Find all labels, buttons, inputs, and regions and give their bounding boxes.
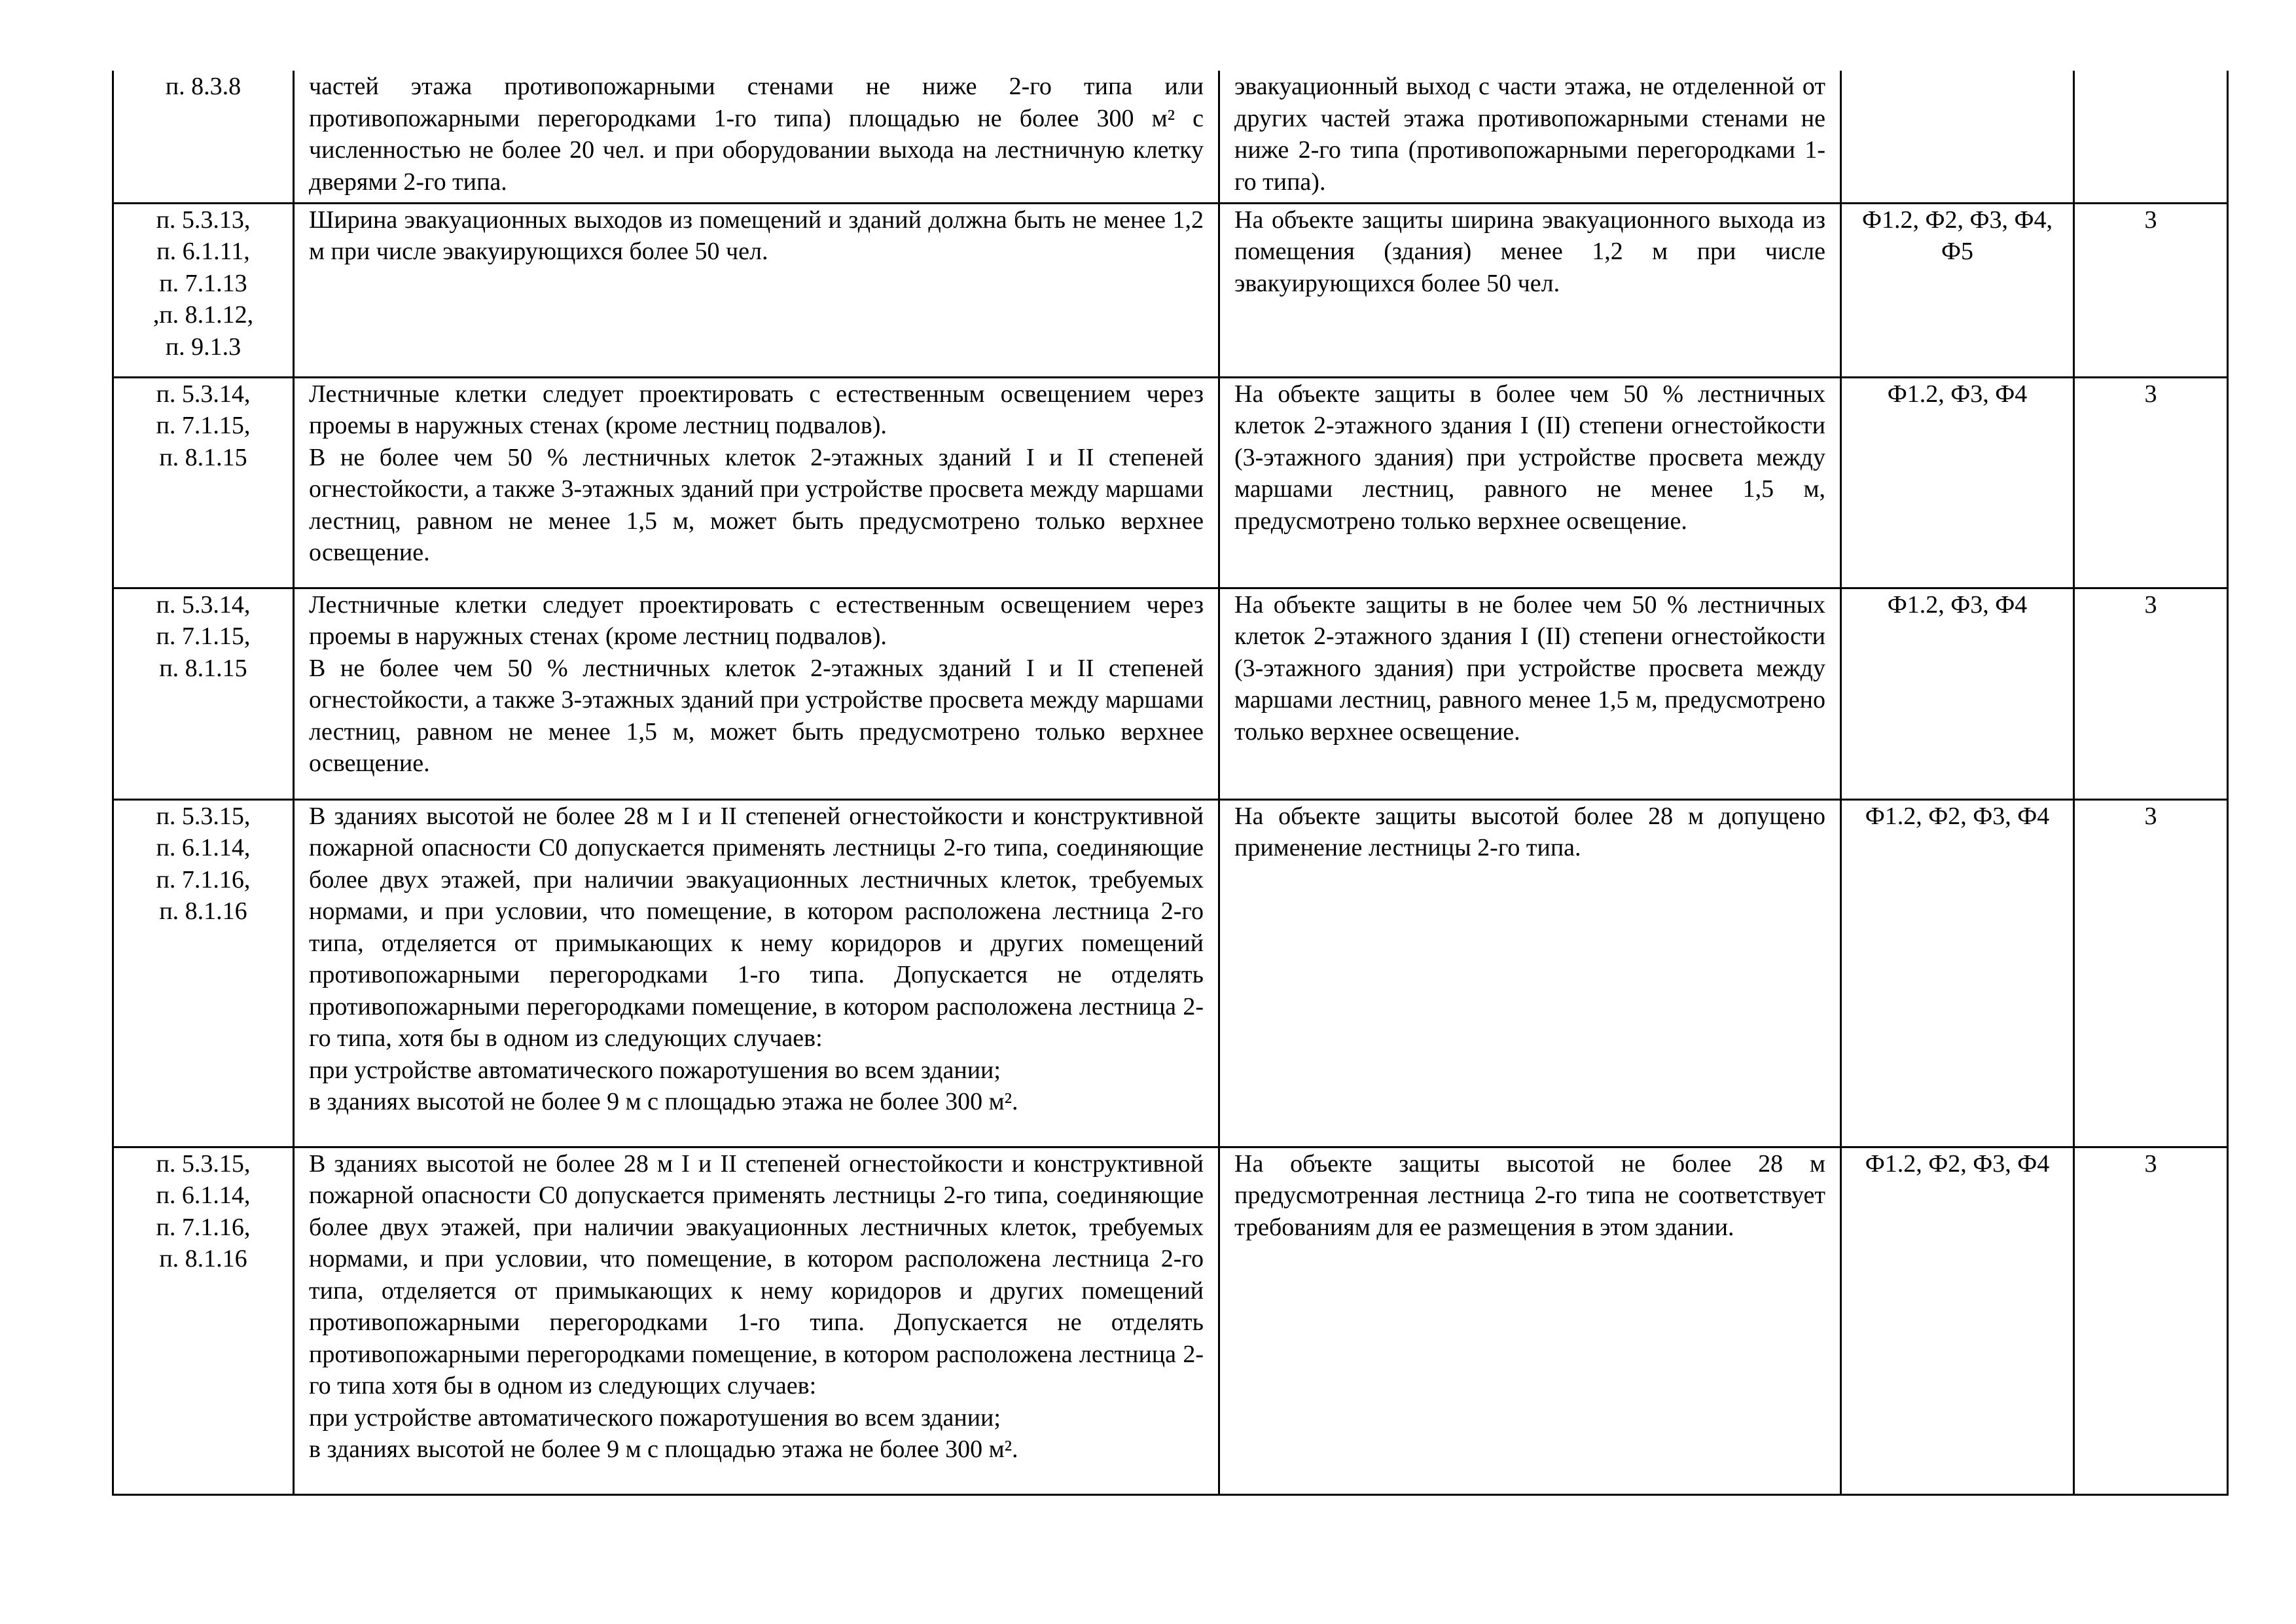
violation-cell [1219, 1147, 1841, 1494]
clause-reference: п. 7.1.15, [156, 623, 251, 650]
clause-reference-cell [113, 203, 294, 377]
risk-level: 3 [2144, 802, 2157, 830]
violation-cell [1219, 588, 1841, 799]
requirement-text: Ширина эвакуационных выходов из помещений и зданий должна быть не менее 1,2 м при числе эвакуирующихся более 50 чел. [309, 206, 1204, 265]
class-cell [1841, 588, 2074, 799]
clause-reference: п. 8.1.15 [159, 654, 247, 682]
clause-reference-cell [113, 799, 294, 1147]
clause-reference: п. 7.1.16, [156, 865, 251, 893]
fire-hazard-classes: Ф1.2, Ф3, Ф4 [1887, 380, 2028, 408]
requirement-text: при устройстве автоматического пожаротушения во всем здании; [309, 1403, 1001, 1432]
requirement-cell [294, 588, 1219, 799]
violation-cell [1219, 71, 1841, 203]
table-row [113, 377, 2228, 588]
clause-reference: п. 5.3.14, [156, 590, 251, 619]
requirement-text: В не более чем 50 % лестничных клеток 2-этажных зданий I и II степеней огнестойкости, а также 3-этажных зданий при устройстве просвета между маршами лестниц, равном не менее 1,5 м, может быть предусмотрено только верхнее освещение. [309, 443, 1204, 566]
requirement-text: частей этажа противопожарными стенами не ниже 2-го типа или противопожарными перегородками 1-го типа) площадью не более 300 м² с численностью не более 20 чел. и при оборудовании выхода на лестничную клетку дверями 2-го типа. [309, 73, 1204, 196]
requirement-text: в зданиях высотой не более 9 м с площадью этажа не более 300 м². [309, 1435, 1018, 1463]
risk-level: 3 [2144, 590, 2157, 619]
violation-text: На объекте защиты ширина эвакуационного выхода из помещения (здания) менее 1,2 м при числе эвакуирующихся более 50 чел. [1234, 206, 1825, 297]
clause-reference: п. 8.1.16 [159, 1245, 247, 1272]
violation-cell [1219, 203, 1841, 377]
clause-reference: п. 7.1.13 [159, 269, 247, 297]
class-cell [1841, 203, 2074, 377]
requirement-cell [294, 799, 1219, 1147]
table-row [113, 203, 2228, 377]
clause-reference: п. 7.1.15, [156, 412, 251, 439]
clause-reference: п. 8.1.15 [159, 443, 247, 471]
table-row [113, 1147, 2228, 1494]
clause-reference-cell [113, 71, 294, 203]
class-cell [1841, 377, 2074, 588]
class-cell [1841, 799, 2074, 1147]
requirement-text: Лестничные клетки следует проектировать с естественным освещением через проемы в наружных стенах (кроме лестниц подвалов). [309, 590, 1204, 650]
clause-reference: п. 8.1.16 [159, 897, 247, 925]
clause-reference-cell [113, 1147, 294, 1494]
level-cell [2074, 1147, 2228, 1494]
clause-reference: ,п. 8.1.12, [152, 301, 254, 329]
violation-cell [1219, 377, 1841, 588]
level-cell [2074, 203, 2228, 377]
requirement-cell [294, 1147, 1219, 1494]
violation-text: На объекте защиты в более чем 50 % лестничных клеток 2-этажного здания I (II) степени огнестойкости (3-этажного здания) при устройстве просвета между маршами лестниц, равного не менее 1,5 м, предусмотрено только верхнее освещение. [1234, 380, 1825, 535]
requirement-text: В зданиях высотой не более 28 м I и II степеней огнестойкости и конструктивной пожарной опасности С0 допускается применять лестницы 2-го типа, соединяющие более двух этажей, при наличии эвакуационных лестничных клеток, требуемых нормами, и при условии, что помещение, в котором расположена лестница 2-го типа, отделяется от примыкающих к нему коридоров и других помещений противопожарными перегородками 1-го типа. Допускается не отделять противопожарными перегородками помещение, в котором расположена лестница 2-го типа хотя бы в одном из следующих случаев: [309, 1149, 1204, 1399]
requirements-table [112, 71, 2229, 1496]
clause-reference: п. 5.3.15, [156, 1149, 251, 1178]
class-cell [1841, 1147, 2074, 1494]
clause-reference: п. 6.1.14, [156, 1182, 251, 1209]
clause-reference: п. 9.1.3 [165, 333, 242, 361]
requirement-cell [294, 71, 1219, 203]
fire-hazard-classes: Ф1.2, Ф3, Ф4 [1887, 590, 2028, 619]
risk-level: 3 [2144, 380, 2157, 408]
clause-reference: п. 6.1.11, [156, 238, 250, 265]
clause-reference: п. 5.3.15, [156, 802, 251, 830]
class-cell [1841, 71, 2074, 203]
fire-hazard-classes: Ф1.2, Ф2, Ф3, Ф4, Ф5 [1861, 206, 2053, 265]
clause-reference: п. 7.1.16, [156, 1213, 251, 1241]
violation-text: На объекте защиты высотой более 28 м допущено применение лестницы 2-го типа. [1234, 802, 1825, 861]
table-row [113, 588, 2228, 799]
level-cell [2074, 799, 2228, 1147]
level-cell [2074, 71, 2228, 203]
table-row [113, 799, 2228, 1147]
violation-cell [1219, 799, 1841, 1147]
clause-reference: п. 5.3.13, [156, 206, 251, 234]
fire-hazard-classes: Ф1.2, Ф2, Ф3, Ф4 [1865, 802, 2050, 830]
requirement-cell [294, 203, 1219, 377]
clause-reference-cell [113, 588, 294, 799]
clause-reference-cell [113, 377, 294, 588]
violation-text: эвакуационный выход с части этажа, не отделенной от других частей этажа противопожарными стенами не ниже 2-го типа (противопожарными перегородками 1-го типа). [1234, 73, 1825, 196]
clause-reference: п. 6.1.14, [156, 834, 251, 861]
table-row [113, 71, 2228, 203]
requirement-text: В не более чем 50 % лестничных клеток 2-этажных зданий I и II степеней огнестойкости, а также 3-этажных зданий при устройстве просвета между маршами лестниц, равном не менее 1,5 м, может быть предусмотрено только верхнее освещение. [309, 654, 1204, 777]
violation-text: На объекте защиты в не более чем 50 % лестничных клеток 2-этажного здания I (II) степени огнестойкости (3-этажного здания) при устройстве просвета между маршами лестниц, равного менее 1,5 м, предусмотрено только верхнее освещение. [1234, 590, 1825, 746]
clause-reference: п. 8.3.8 [165, 73, 242, 100]
requirement-text: Лестничные клетки следует проектировать с естественным освещением через проемы в наружных стенах (кроме лестниц подвалов). [309, 380, 1204, 439]
level-cell [2074, 588, 2228, 799]
fire-hazard-classes: Ф1.2, Ф2, Ф3, Ф4 [1865, 1149, 2050, 1178]
requirement-text: при устройстве автоматического пожаротушения во всем здании; [309, 1056, 1001, 1084]
violation-text: На объекте защиты высотой не более 28 м предусмотренная лестница 2-го типа не соответствует требованиям для ее размещения в этом здании. [1234, 1149, 1825, 1241]
risk-level: 3 [2144, 1149, 2157, 1178]
requirement-text: в зданиях высотой не более 9 м с площадью этажа не более 300 м². [309, 1088, 1018, 1115]
level-cell [2074, 377, 2228, 588]
risk-level: 3 [2144, 206, 2157, 234]
requirement-text: В зданиях высотой не более 28 м I и II степеней огнестойкости и конструктивной пожарной опасности С0 допускается применять лестницы 2-го типа, соединяющие более двух этажей, при наличии эвакуационных лестничных клеток, требуемых нормами, и при условии, что помещение, в котором расположена лестница 2-го типа, отделяется от примыкающих к нему коридоров и других помещений противопожарными перегородками 1-го типа. Допускается не отделять противопожарными перегородками помещение, в котором расположена лестница 2-го типа, хотя бы в одном из следующих случаев: [309, 802, 1204, 1052]
clause-reference: п. 5.3.14, [156, 380, 251, 408]
requirement-cell [294, 377, 1219, 588]
